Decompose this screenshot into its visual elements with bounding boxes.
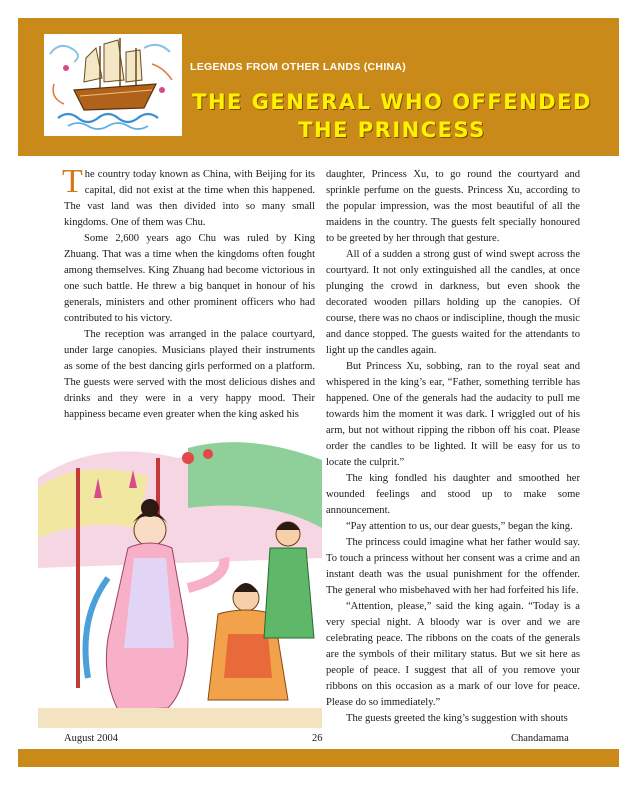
page-number: 26 [312,733,323,744]
court-scene-illustration [38,438,322,728]
drop-cap: T [62,163,83,200]
paragraph: “Pay attention to us, our dear guests,” began the king. [346,521,573,532]
paragraph: daughter, Princess Xu, to go round the courtyard and sprinkle perfume on the guests. Princess Xu, according to the popular impression, was the most beautiful of all the maidens in the country. The guests felt specially honoured to be greeted by her through that gesture. [326,169,580,244]
left-column [62,163,315,423]
paragraph: But Princess Xu, sobbing, ran to the royal seat and whispered in the king’s ear, “Father, something terrible has happened. One of the generals had the audacity to pull me towards him the moment it was dark. I wriggled out of his arm, but not without ripping the ribbon off his coat. Please order the candles to be lighted. It will be easy for us to locate the culprit.” [326,361,580,468]
paragraph [62,163,315,231]
series-label: LEGENDS FROM OTHER LANDS (CHINA) [190,61,407,73]
footer-date: August 2004 [64,733,118,744]
paragraph: The guests greeted the king’s suggestion with shouts [346,713,568,724]
right-column [326,167,580,727]
paragraph: The princess could imagine what her father would say. To touch a princess without her consent was a crime and an instant death was the usual punishment for the offender. The general who misbehaved with her had forfeited his life. [326,537,580,596]
title-line-1: THE GENERAL WHO OFFENDED [192,90,592,114]
story-illustration [38,438,322,728]
paragraph: The king fondled his daughter and smoothed her wounded feelings and stood up to make some announcement. [326,473,580,516]
article-title [192,88,592,144]
magazine-name: Chandamama [511,733,569,744]
paragraph: Some 2,600 years ago Chu was ruled by King Zhuang. That was a time when the kingdoms often fought among themselves. King Zhuang had become victorious in one such battle. He threw a big banquet in honour of his generals, ministers and other prominent officers who had contributed to his victory. [64,233,315,324]
title-line-2: THE PRINCESS [298,118,486,142]
paragraph: “Attention, please,” said the king again. “Today is a very special night. A bloody war is over and we are celebrating peace. The ribbons on the coats of the generals are the symbols of their military status. But we sit here as people of peace. I suggest that all of you remove your ribbons on this occasion as a mark of our love for peace. Please do so immediately.” [326,601,580,708]
series-logo [44,34,182,136]
paragraph: The reception was arranged in the palace courtyard, under large canopies. Musicians played their instruments as some of the best dancing girls performed on a platform. The guests were served with the most delicious dishes and drinks and they were in a very happy mood. Their happiness became even greater when the king asked his [64,329,315,420]
ship-logo-icon [44,34,182,136]
paragraph: All of a sudden a strong gust of wind swept across the courtyard. It not only extinguished all the candles, at once plunging the crowd in darkness, but even shook the decorated wooden pillars holding up the canopies. Of course, there was no chaos or indiscipline, though the music and dance stopped. The guests waited for the attendants to light up the candles again. [326,249,580,356]
footer-band [18,749,619,767]
paragraph-text: he country today known as China, with Beijing for its capital, did not exist at the time when this happened. The vast land was then divided into so many small kingdoms. One of them was Chu. [64,169,315,228]
